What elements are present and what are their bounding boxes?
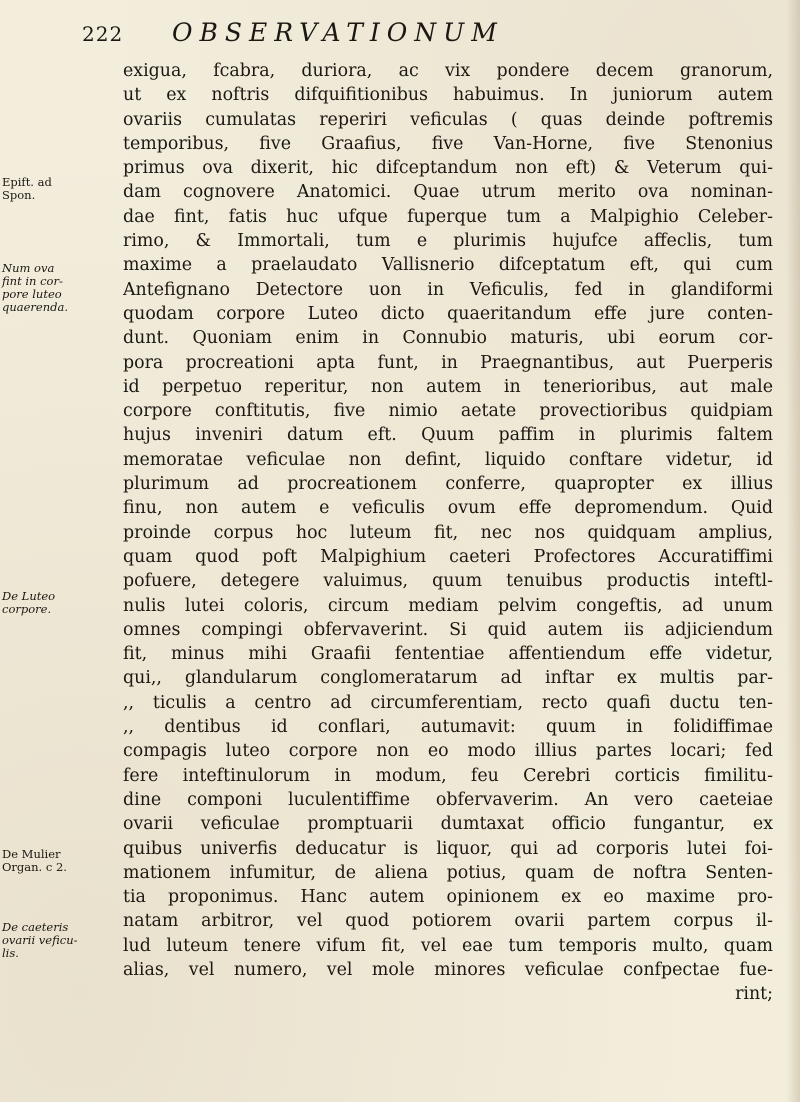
text-line: mationem infumitur, de aliena potius, quam de noftra Senten- xyxy=(123,862,773,883)
margin-note-de-caeteris-vesiculis: De caeteris ovarii veficu- lis. xyxy=(2,920,78,960)
text-line: exigua, fcabra, duriora, ac vix pondere decem granorum, xyxy=(123,61,773,81)
body-text xyxy=(123,59,773,1007)
text-line: proinde corpus hoc luteum fit, nec nos quidquam amplius, xyxy=(123,522,773,543)
text-line: fere inteftinulorum in modum, feu Cerebri corticis fimilitu- xyxy=(123,765,773,786)
text-line: plurimum ad procreationem conferre, quapropter ex illius xyxy=(123,474,773,495)
text-line: corpore conftitutis, five nimio aetate provectioribus quidpiam xyxy=(123,401,773,422)
text-line: ,, dentibus id conflari, autumavit: quum in folidiffimae xyxy=(123,717,773,738)
text-line: quodam corpore Luteo dicto quaeritandum effe jure conten- xyxy=(123,303,773,324)
text-line: quibus univerfis deducatur is liquor, qui ad corporis lutei foi- xyxy=(123,838,773,859)
text-line: tia proponimus. Hanc autem opinionem ex eo maxime pro- xyxy=(123,887,773,908)
text-line: ovariis cumulatas reperiri veficulas ( quas deinde poftremis xyxy=(123,109,773,130)
page-header xyxy=(0,14,800,54)
text-line: pora procreationi apta funt, in Praegnantibus, aut Puerperis xyxy=(123,352,773,373)
running-head: OBSERVATIONUM xyxy=(172,18,504,47)
text-line: ovarii veficulae promptuarii dumtaxat officio fungantur, ex xyxy=(123,814,773,835)
text-line: natam arbitror, vel quod potiorem ovarii partem corpus il- xyxy=(123,911,773,932)
text-line: quam quod poft Malpighium caeteri Profectores Accuratiffimi xyxy=(123,546,773,567)
text-line: hujus inveniri datum eft. Quum paffim in plurimis faltem xyxy=(123,425,773,446)
text-line: dine componi luculentiffime obfervaverim. An vero caeteiae xyxy=(123,789,773,810)
text-line: fit, minus mihi Graafii fententiae affentiendum effe videtur, xyxy=(123,644,773,665)
page-edge-shadow xyxy=(786,0,800,1102)
text-line: dam cognovere Anatomici. Quae utrum merito ova nominan- xyxy=(123,182,773,203)
text-line: pofuere, detegere valuimus, quum tenuibus productis inteftl- xyxy=(123,571,773,592)
margin-note-de-mulier-organ: De Mulier Organ. c 2. xyxy=(2,847,67,874)
text-line: alias, vel numero, vel mole minores veficulae confpectae fue- xyxy=(123,959,773,980)
margin-note-de-luteo-corpore: De Luteo corpore. xyxy=(2,589,56,616)
text-line: compagis luteo corpore non eo modo illius partes locari; fed xyxy=(123,741,773,762)
text-line: memoratae veficulae non defint, liquido conftare videtur, id xyxy=(123,449,773,470)
text-line: id perpetuo reperitur, non autem in tenerioribus, aut male xyxy=(123,376,773,397)
margin-note-epistola: Epift. ad Spon. xyxy=(2,175,52,202)
text-line: temporibus, five Graafius, five Van-Horne, five Stenonius xyxy=(123,133,773,154)
text-line: finu, non autem e veficulis ovum effe depromendum. Quid xyxy=(123,498,773,519)
text-line: qui,, glandularum conglomeratarum ad inftar ex multis par- xyxy=(123,668,773,689)
catchword-line: rint; xyxy=(735,984,773,1005)
text-line: dunt. Quoniam enim in Connubio maturis, ubi eorum cor- xyxy=(123,328,773,349)
text-line: dae fint, fatis huc ufque fuperque tum a Malpighio Celeber- xyxy=(123,206,773,227)
text-line: ,, ticulis a centro ad circumferentiam, recto quafi ductu ten- xyxy=(123,692,773,713)
margin-note-ova-corpore-luteo: Num ova fint in cor- pore luteo quaerenda. xyxy=(2,261,69,314)
text-line: omnes compingi obfervaverint. Si quid autem iis adjiciendum xyxy=(123,619,773,640)
text-line: maxime a praelaudato Vallisnerio difceptatum eft, qui cum xyxy=(123,255,773,276)
page-number: 222 xyxy=(82,22,124,46)
text-line: lud luteum tenere vifum fit, vel eae tum temporis multo, quam xyxy=(123,935,773,956)
text-line: rimo, & Immortali, tum e plurimis hujufce affeclis, tum xyxy=(123,231,773,252)
text-line: nulis lutei coloris, circum mediam pelvim congeftis, ad unum xyxy=(123,595,773,616)
text-line: primus ova dixerit, hic difceptandum non eft) & Veterum qui- xyxy=(123,158,773,179)
text-line: ut ex noftris difquifitionibus habuimus. In juniorum autem xyxy=(123,85,773,106)
text-line: Antefignano Detectore uon in Veficulis, fed in glandiformi xyxy=(123,279,773,300)
